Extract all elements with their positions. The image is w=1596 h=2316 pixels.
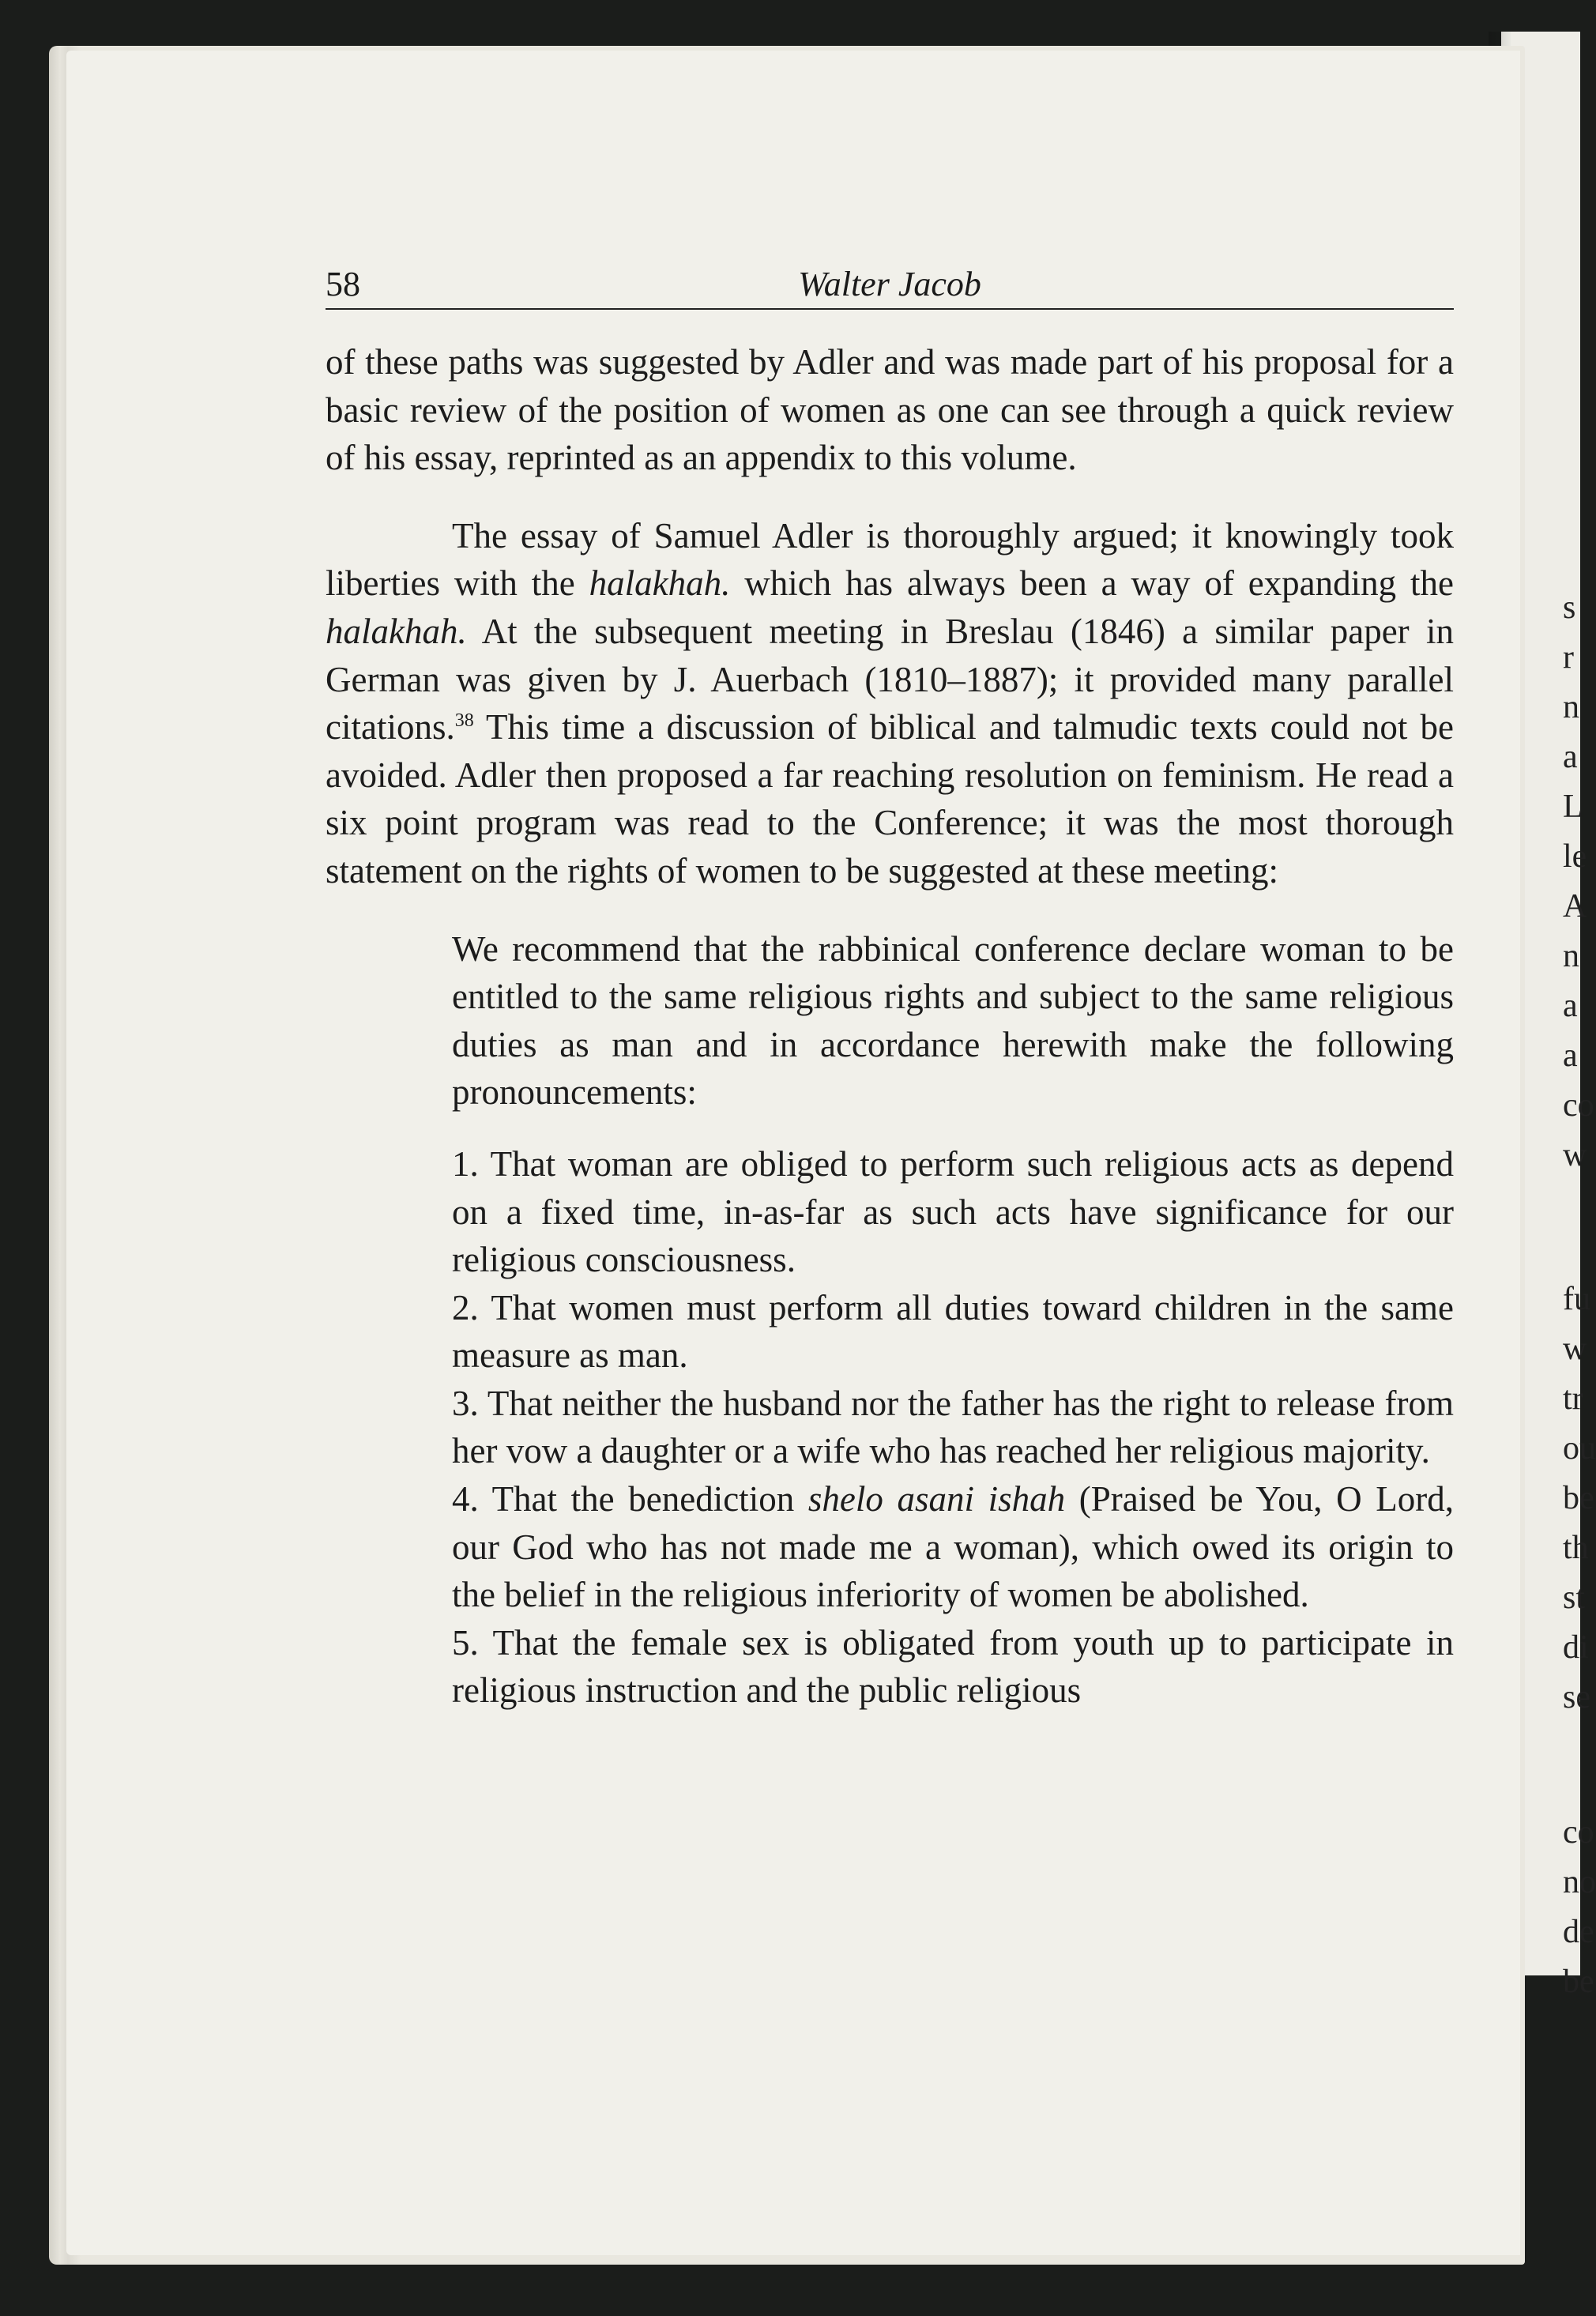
facing-page-fragment: co [1563,1087,1594,1124]
facing-page-fragment: le [1563,838,1587,875]
block-quote [452,925,1454,1715]
page-number: 58 [326,265,360,303]
facing-page-fragment: be [1563,1480,1594,1516]
facing-page-fragment: no [1563,1864,1596,1900]
facing-page-fragment: st [1563,1580,1586,1616]
facing-page-fragment: n [1563,689,1579,725]
facing-page-fragment: a [1563,739,1578,775]
facing-page-fragment: s [1563,589,1576,626]
facing-page-fragment: r [1563,639,1574,676]
facing-page-fragment: de [1563,1914,1594,1950]
list-item: 2. That women must perform all duties toward children in the same measure as man. [452,1287,1454,1376]
list-item-text: (Praised be You, O Lord, our God who has not made me a woman), which owed its origin to the belief in the religious inferiority of women be abolished. [452,1479,1454,1615]
list-item: 3. That neither the husband nor the father has the right to release from her vow a daughter or a wife who has reached her religious majority. [452,1383,1454,1471]
facing-page-fragment: ou [1563,1430,1596,1467]
quote-intro: We recommend that the rabbinical conference declare woman to be entitled to the same religious rights and subject to the same religious duties as man and in accordance herewith make the following pronouncements: [452,928,1454,1113]
facing-page-fragment: di [1563,1629,1589,1666]
facing-page-fragment: w [1563,1137,1587,1173]
facing-page-fragment: tr [1563,1380,1583,1417]
list-item: 5. That the female sex is obligated from youth up to participate in religious instruction and the public religious [452,1622,1454,1711]
paragraph-adler-essay [326,512,1454,895]
facing-page-fragment: se [1563,1679,1590,1715]
facing-page-fragment: w [1563,1331,1587,1367]
paragraph-text: The essay of Samuel Adler is thoroughly argued; it knowingly took liberties with the [326,515,1454,604]
paragraph-text: This time a discussion of biblical and talmudic texts could not be avoided. Adler then proposed a far reaching resolution on feminism. He read a six point program was read to the Conference; it was the most thorough statement on the rights of women to be suggested at these meeting: [326,707,1454,891]
facing-page-fragment: co [1563,1814,1594,1851]
running-head: Walter Jacob [798,265,981,303]
paragraph-text: which has always been a way of expanding the [730,563,1455,604]
facing-page-fragment: fu [1563,1281,1590,1317]
facing-page-fragment: th [1563,1530,1589,1566]
footnote-reference: 38 [454,710,474,732]
facing-page-fragment: L [1563,789,1583,825]
paragraph-text: At the subsequent meeting in Breslau (1846) a similar paper in German was given by J. Auerbach (1810–1887); it provided many parallel citations. [326,611,1454,748]
facing-page-fragment: be [1563,1964,1594,2000]
list-item [452,1475,1454,1619]
list-item-text: 4. That the benediction [452,1479,808,1520]
italic-term: halakhah. [326,611,467,651]
italic-term: halakhah. [589,563,731,604]
paragraph-continuation: of these paths was suggested by Adler and was made part of his proposal for a basic review of the position of women as one can see through a quick review of his essay, reprinted as an appendix to this volume. [326,342,1454,478]
facing-page-fragment: a [1563,988,1578,1024]
list-item: 1. That woman are obliged to perform such religious acts as depend on a fixed time, in-as-far as such acts have significance for our religious consciousness. [452,1143,1454,1280]
facing-page-fragment: a [1563,1037,1578,1074]
facing-page-fragment: A [1563,888,1587,925]
page-header [326,261,1454,310]
text-block [326,338,1454,1715]
italic-term: shelo asani ishah [807,1479,1066,1520]
facing-page-fragment: n [1563,938,1579,974]
resolution-list [452,1140,1454,1715]
